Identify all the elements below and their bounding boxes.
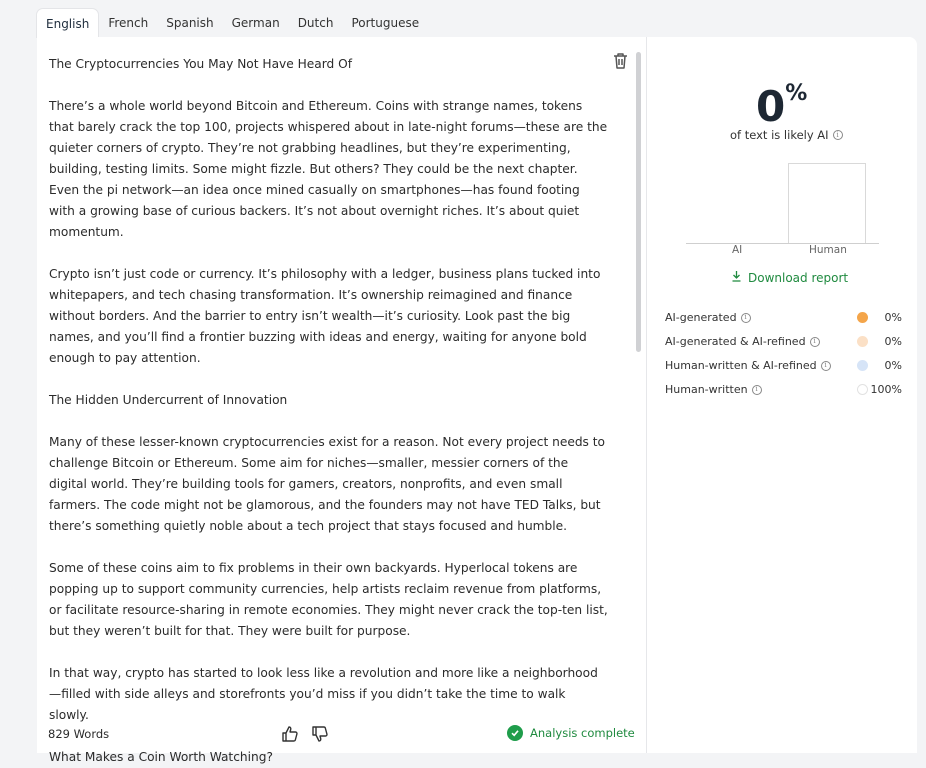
legend-percent: 0% (884, 335, 902, 348)
legend-row-human-written (665, 381, 905, 405)
tab-spanish[interactable]: Spanish (166, 16, 214, 30)
legend-label: AI-generated & AI-refined (665, 335, 806, 348)
editor-scrollbar[interactable] (636, 52, 641, 352)
ai-score (756, 74, 807, 133)
score-caption-text: of text is likely AI (730, 128, 829, 142)
thumbs-down-icon[interactable] (310, 724, 330, 744)
editor-heading: What Makes a Coin Worth Watching? (49, 750, 273, 764)
legend-label: AI-generated (665, 311, 737, 324)
word-count: 829 Words (48, 727, 110, 741)
legend-percent: 100% (870, 383, 902, 396)
legend-dot (857, 336, 868, 347)
trash-icon[interactable] (612, 52, 629, 70)
result-legend (665, 309, 905, 405)
legend-dot (857, 384, 868, 395)
legend-row-ai-generated-ai-refined (665, 333, 905, 357)
info-icon[interactable]: i (833, 130, 843, 140)
panel-divider (646, 37, 647, 753)
legend-dot (857, 360, 868, 371)
check-icon (507, 725, 523, 741)
editor-heading: The Hidden Undercurrent of Innovation (49, 393, 288, 407)
download-report-button[interactable] (731, 270, 848, 285)
score-value: 0 (756, 82, 786, 131)
editor-paragraph: Some of these coins aim to fix problems in their own backyards. Hyperlocal tokens are popping up to support community currencies, help artists reclaim revenue from platforms, or facilitate resource-sharing in remote economies. They might never crack the top-ten list, but they weren’t built for that. They were built for purpose. (49, 561, 608, 638)
status-label: Analysis complete (530, 726, 635, 740)
human-bar (788, 163, 866, 244)
language-tabs (36, 7, 428, 38)
editor-paragraph: Crypto isn’t just code or currency. It’s philosophy with a ledger, business plans tucked into whitepapers, and tech chasing transformation. It’s ownership reimagined and finance without borders. And the barrier to entry isn’t wealth—it’s curiosity. Look past the big names, and you’ll find a frontier buzzing with ideas and energy, waiting for anyone bold enough to pay attention. (49, 267, 601, 365)
legend-percent: 0% (884, 359, 902, 372)
legend-dot (857, 312, 868, 323)
editor-title: The Cryptocurrencies You May Not Have Heard Of (49, 57, 353, 71)
score-unit: % (785, 81, 808, 106)
info-icon[interactable]: i (741, 313, 751, 323)
tab-dutch[interactable]: Dutch (297, 16, 334, 30)
legend-row-ai-generated (665, 309, 905, 333)
editor-paragraph: Many of these lesser-known cryptocurrencies exist for a reason. Not every project needs to challenge Bitcoin or Ethereum. Some aim for niches—smaller, messier corners of the digital world. They’re building tools for gamers, creators, nonprofits, and even small farmers. The code might not be glamorous, and the founders may not have TED Talks, but there’s something quietly noble about a tech project that stays focused and humble. (49, 435, 606, 533)
editor-footer (37, 716, 646, 753)
legend-label: Human-written & AI-refined (665, 359, 817, 372)
editor-paragraph: There’s a whole world beyond Bitcoin and Ethereum. Coins with strange names, tokens that barely crack the top 100, projects whispered about in late-night forums—these are the quieter corners of crypto. They’re not grabbing headlines, but they’re experimenting, building, testing limits. Some might fizzle. But others? They could be the next chapter. Even the pi network—an idea once mined casually on smartphones—has found footing with a growing base of curious backers. It’s not about overnight riches. It’s about quiet momentum. (49, 99, 608, 239)
tab-french[interactable]: French (108, 16, 149, 30)
tab-portuguese[interactable]: Portuguese (351, 16, 420, 30)
download-label: Download report (748, 270, 849, 285)
chart-baseline (686, 243, 879, 244)
info-icon[interactable]: i (821, 361, 831, 371)
tab-german[interactable]: German (231, 16, 280, 30)
tab-english[interactable]: English (36, 8, 99, 38)
analysis-status (507, 725, 635, 741)
download-icon (731, 270, 742, 285)
axis-label-human: Human (809, 244, 847, 256)
ai-human-bar-chart (686, 160, 879, 260)
info-icon[interactable]: i (752, 385, 762, 395)
axis-label-ai: AI (732, 244, 743, 256)
editor-paragraph: In that way, crypto has started to look less like a revolution and more like a neighborhood—filled with side alleys and storefronts you’d miss if you didn’t take the time to walk slowly. (49, 666, 598, 722)
legend-label: Human-written (665, 383, 748, 396)
info-icon[interactable]: i (810, 337, 820, 347)
legend-row-human-written-ai-refined (665, 357, 905, 381)
score-caption (730, 128, 843, 142)
legend-percent: 0% (884, 311, 902, 324)
thumbs-up-icon[interactable] (280, 724, 300, 744)
